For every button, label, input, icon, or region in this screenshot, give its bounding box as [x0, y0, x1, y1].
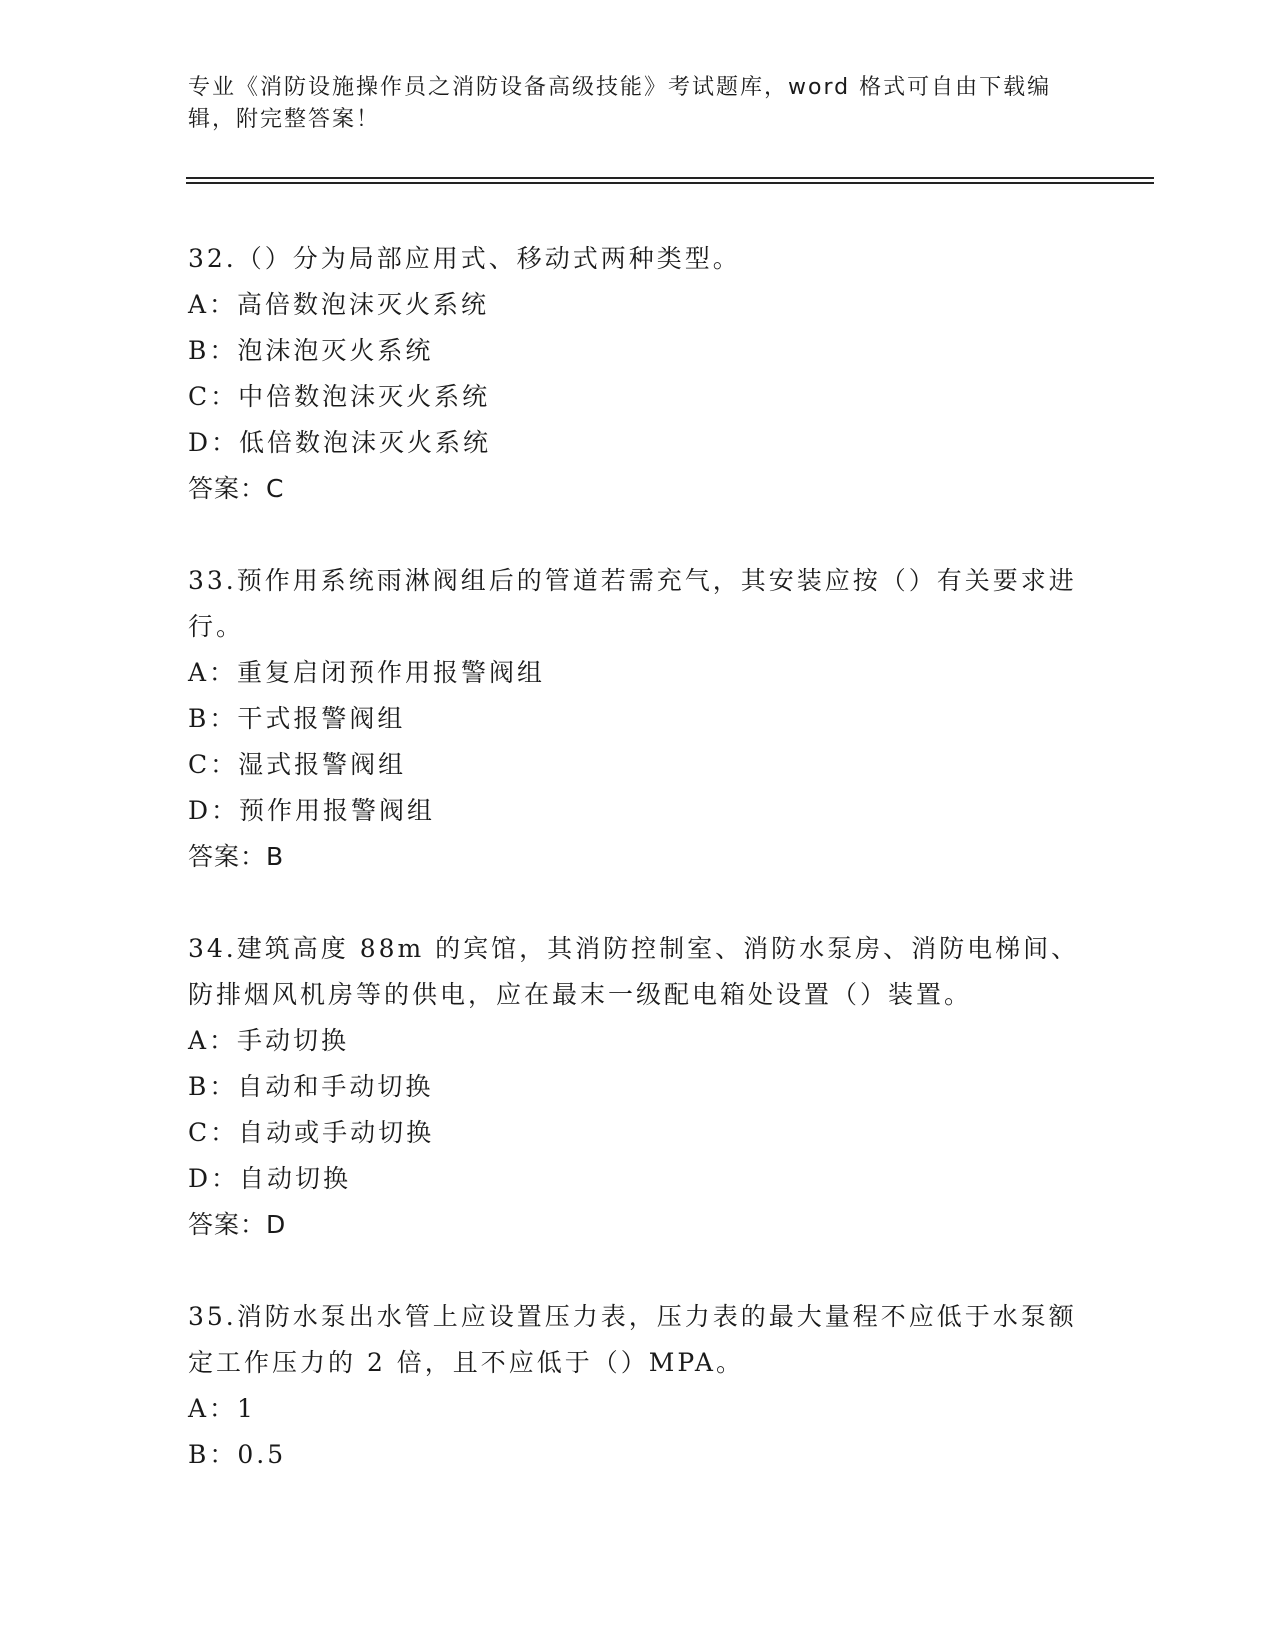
option-a: A：高倍数泡沫灭火系统 — [188, 290, 490, 319]
answer-key: 答案：D — [188, 1210, 287, 1239]
option-a: A：重复启闭预作用报警阀组 — [188, 658, 546, 687]
question-stem: 34.建筑高度 88m 的宾馆，其消防控制室、消防水泵房、消防电梯间、防排烟风机房等的供电，应在最末一级配电箱处设置（）装置。 — [188, 934, 1080, 1009]
question-stem: 32.（）分为局部应用式、移动式两种类型。 — [188, 244, 741, 273]
option-a: A：1 — [188, 1394, 256, 1423]
header-divider-bottom — [186, 182, 1154, 184]
question-32 — [188, 236, 1088, 512]
option-d: D：预作用报警阀组 — [188, 796, 436, 825]
question-34 — [188, 926, 1088, 1248]
option-c: C：自动或手动切换 — [188, 1118, 435, 1147]
question-35 — [188, 1294, 1088, 1478]
option-c: C：湿式报警阀组 — [188, 750, 407, 779]
question-33 — [188, 558, 1088, 880]
option-d: D：低倍数泡沫灭火系统 — [188, 428, 492, 457]
option-c: C：中倍数泡沫灭火系统 — [188, 382, 491, 411]
option-d: D：自动切换 — [188, 1164, 352, 1193]
option-a: A：手动切换 — [188, 1026, 350, 1055]
option-b: B：自动和手动切换 — [188, 1072, 434, 1101]
answer-key: 答案：C — [188, 474, 285, 503]
question-list — [188, 236, 1088, 1524]
question-stem: 35.消防水泵出水管上应设置压力表，压力表的最大量程不应低于水泵额定工作压力的 2 倍，且不应低于（）MPA。 — [188, 1302, 1077, 1377]
answer-key: 答案：B — [188, 842, 285, 871]
option-b: B：泡沫泡灭火系统 — [188, 336, 434, 365]
option-b: B：干式报警阀组 — [188, 704, 406, 733]
option-b: B：0.5 — [188, 1440, 287, 1469]
header-divider-top — [186, 177, 1154, 179]
question-stem: 33.预作用系统雨淋阀组后的管道若需充气，其安装应按（）有关要求进行。 — [188, 566, 1077, 641]
document-intro: 专业《消防设施操作员之消防设备高级技能》考试题库，word 格式可自由下载编辑，附完整答案！ — [188, 75, 1052, 132]
